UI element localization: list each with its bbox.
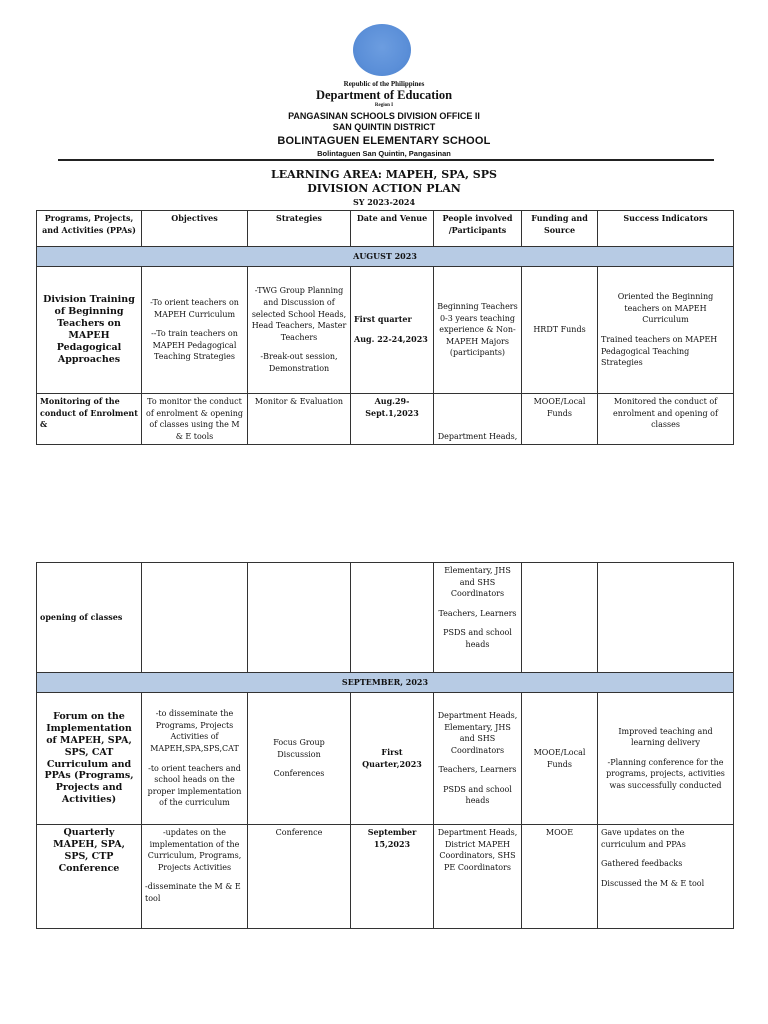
table-row [37,563,734,673]
col-funding: Funding and Source [522,211,598,247]
strategy-item: Focus Group Discussion [273,738,325,759]
header-district: SAN QUINTIN DISTRICT [332,122,436,132]
month-label: SEPTEMBER, 2023 [37,673,734,693]
plan-title: DIVISION ACTION PLAN [307,182,461,195]
header-divider [58,159,714,161]
indicator-item: -Planning conference for the programs, projects, activities was successfully conducted [606,757,725,790]
school-year: SY 2023-2024 [352,197,416,207]
indicator-item: Improved teaching and learning delivery [618,726,713,748]
learning-area-title: LEARNING AREA: MAPEH, SPA, SPS [271,168,497,181]
people-cell [434,693,522,825]
indicators-cell [598,693,734,825]
date-item: Aug. 22-24,2023 [354,334,428,344]
col-indicators: Success Indicators [598,211,734,247]
indicator-item: Discussed the M & E tool [601,878,705,888]
objectives-cell [142,693,248,825]
table-row [37,825,734,929]
table-row [37,267,734,394]
indicators-cell [598,267,734,394]
header-department: Department of Education [315,88,453,102]
funding-cell [522,563,598,673]
ppa-cell: Quarterly MAPEH, SPA, SPS, CTP Conference [37,825,142,929]
objectives-cell [142,267,248,394]
objectives-cell [142,563,248,673]
date-cell [351,563,434,673]
date-cell: First Quarter,2023 [351,693,434,825]
indicator-item: Gave updates on the curriculum and PPAs [601,828,686,849]
col-date-venue: Date and Venue [351,211,434,247]
header-region: Region I [374,103,394,108]
table-row [37,394,734,445]
objective-item: --To train teachers on MAPEH Pedagogical Teaching Strategies [151,329,238,362]
objective-item: -disseminate the M & E tool [145,882,241,903]
people-item: Teachers, Learners [438,608,517,618]
col-strategies: Strategies [248,211,351,247]
funding-cell: MOOE [522,825,598,929]
strategies-cell [248,267,351,394]
month-label: AUGUST 2023 [37,247,734,267]
col-objectives: Objectives [142,211,248,247]
people-item: PSDS and school heads [443,784,512,806]
ppa-cell: opening of classes [37,563,142,673]
people-cell [434,563,522,673]
strategies-cell [248,563,351,673]
action-plan-table-page-2 [36,562,734,929]
header-division: PANGASINAN SCHOOLS DIVISION OFFICE II [288,111,480,121]
objective-item: -updates on the implementation of the Curriculum, Programs, Projects Activities [147,828,242,872]
header-republic: Republic of the Philippines [343,80,425,88]
indicator-item: Oriented the Beginning teachers on MAPEH Curriculum [617,292,714,325]
ppa-cell: Monitoring of the conduct of Enrolment & [37,394,142,445]
column-header-row [37,211,734,247]
col-people: People involved /Participants [434,211,522,247]
people-cell: Department Heads, District MAPEH Coordinators, SHS PE Coordinators [434,825,522,929]
objectives-cell [142,825,248,929]
people-cell: Department Heads, [434,394,522,445]
people-cell: Beginning Teachers 0-3 years teaching experience & Non-MAPEH Majors (participants) [434,267,522,394]
funding-cell: MOOE/Local Funds [522,693,598,825]
objective-item: -to disseminate the Programs, Projects Activities of MAPEH,SPA,SPS,CAT [150,709,239,753]
month-row-september [37,673,734,693]
strategies-cell [248,693,351,825]
strategies-cell: Conference [248,825,351,929]
people-item: Teachers, Learners [438,765,517,775]
deped-seal [353,24,411,76]
ppa-cell: Forum on the Implementation of MAPEH, SPA, SPS, CAT Curriculum and PPAs (Programs, Projects and Activities) [37,693,142,825]
date-cell: Aug.29-Sept.1,2023 [351,394,434,445]
objectives-cell: To monitor the conduct of enrolment & opening of classes using the M & E tools [142,394,248,445]
indicators-cell [598,563,734,673]
strategies-cell: Monitor & Evaluation [248,394,351,445]
col-ppa: Programs, Projects, and Activities (PPAs) [37,211,142,247]
indicators-cell: Monitored the conduct of enrolment and opening of classes [598,394,734,445]
strategy-item: Conferences [273,769,325,779]
header-location: Bolintaguen San Quintin, Pangasinan [317,149,451,158]
indicator-item: Trained teachers on MAPEH Pedagogical Teaching Strategies [601,335,718,368]
indicator-item: Gathered feedbacks [601,859,683,869]
month-row-august [37,247,734,267]
header-school: BOLINTAGUEN ELEMENTARY SCHOOL [277,135,491,147]
objective-item: -To orient teachers on MAPEH Curriculum [150,298,239,319]
funding-cell: HRDT Funds [522,267,598,394]
strategy-item: -TWG Group Planning and Discussion of selected School Heads, Head Teachers, Master Teachers [251,286,347,342]
funding-cell: MOOE/Local Funds [522,394,598,445]
people-item: Department Heads, Elementary, JHS and SHS Coordinators [437,710,518,755]
objective-item: -to orient teachers and school heads on the proper implementation of the curriculum [147,763,242,808]
people-item: PSDS and school heads [443,628,512,649]
people-item: Elementary, JHS and SHS Coordinators [444,566,511,599]
ppa-cell: Division Training of Beginning Teachers on MAPEH Pedagogical Approaches [37,267,142,394]
table-row [37,693,734,825]
action-plan-table-page-1 [36,210,734,445]
strategy-item: -Break-out session, Demonstration [260,352,338,373]
date-cell: September 15,2023 [351,825,434,929]
date-cell [351,267,434,394]
date-item: First quarter [354,314,412,325]
indicators-cell [598,825,734,929]
